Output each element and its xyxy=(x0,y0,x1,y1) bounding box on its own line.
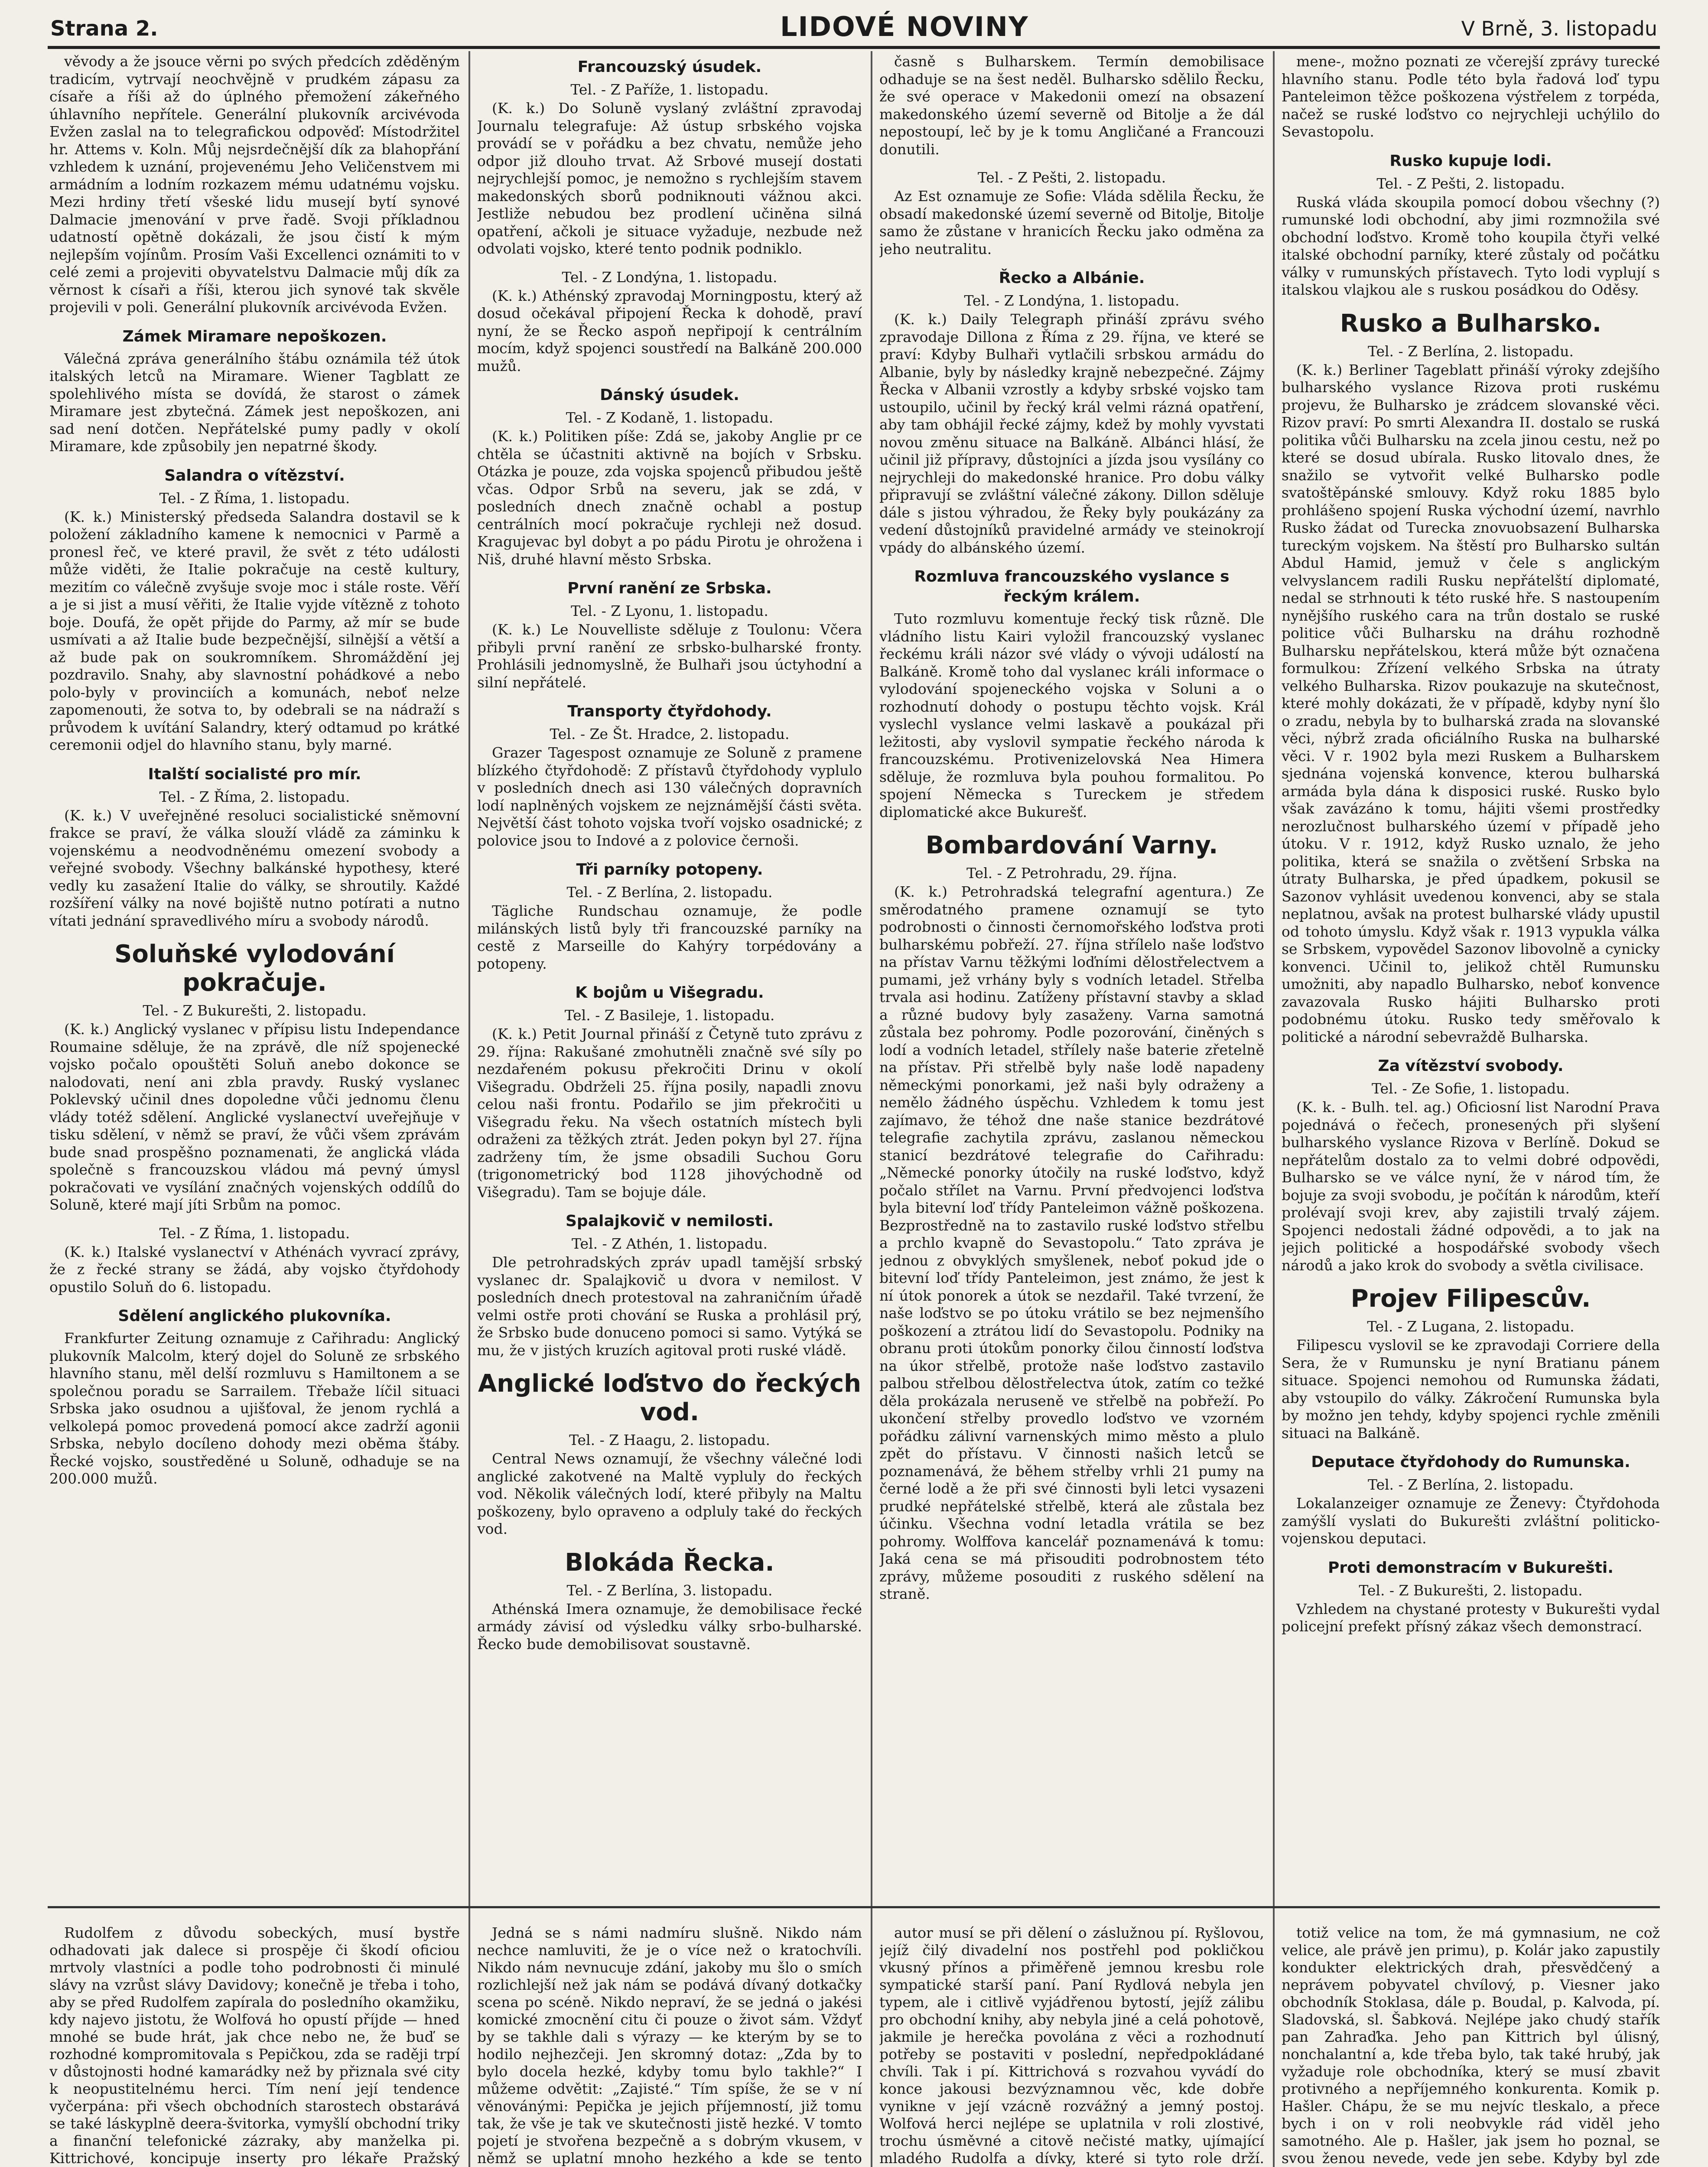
article-body: Frankfurter Zeitung oznamuje z Cařihradu: Anglický plukovník Malcolm, který dojel do Soluně ze srbského hlavního stanu, měl delší rozmluvu s Hamiltonem a se společnou poradu se Sarrailem. Třebaže líčil situaci Srbska jako osudnou a ujišťoval, že jenom rychlá a velkolepá pomoc provedená pomocí akce zadrží agonii Srbska, nebylo docíleno dohody mezi oběma štáby. Řecké vojsko, soustředěné u Soluně, odhaduje se na 200.000 mužů. xyxy=(49,1330,460,1487)
dateline: Tel. - Z Bukurešti, 2. listopadu. xyxy=(1359,1581,1583,1599)
article-headline: Dánský úsudek. xyxy=(600,386,739,404)
article xyxy=(1282,1452,1660,1548)
feuilleton-text: totiž velice na tom, že má gymnasium, ne což velice, ale právě jen primu), p. Kolár jako zapustily kondukter elektrických drah, přesvědčený a neprávem pobyvatel chvílový, p. Viesner jako obchodník Stoklasa, dále p. Boudal, p. Kalvoda, pí. Sladovská, sl. Šabková. Nejlépe jako chudý stařík pan Zahraďka. Jeho pan Kittrich byl úlisný, nonchalantní a, kde třeba bylo, tak také hrubý, jak vyžaduje role obchodníka, který se musí zbavit protivného a nepříjemného konkurenta. Komik p. Hašler. Chápu, že se mu nejvíc tleskalo, a přece bych i on v roli neobvykle rád viděl jeho samotného. Ale p. Hašler, jak jsem ho poznal, se svou ženou nevede, vede jen sebe. Kdyby byl zde xyxy=(1282,1924,1660,2167)
dateline: Tel. - Z Berlína, 2. listopadu. xyxy=(566,884,773,901)
article-body: věvody a že jsouce věrni po svých předcích zděděným tradicím, vytrvají neochvějně v prudkém zápasu za císaře a říši až do úplného přemožení zákeřného úhlavního nepřítele. Generální plukovník arcivévoda Evžen zaslal na to telegrafickou odpověď: Místodržitel hr. Attems v. Koln. Můj nejsrdečnější dík za blahopřání vzhledem k uznání, projevenému Jeho Veličenstvem mi armádním a lodním rozkazem mému udatnému vojsku. Mezi hrdiny třetí všeské lidu musejí bytí synové Dalmacie jmenování v prve řadě. Svoji příkladnou udatností opětně dokázali, že jsou čistí k mým nejlepším vojínům. Prosím Vaši Excellenci oznámiti to v celé zemi a projeviti obyvatelstvu Dalmacie můj dík za věrnost k císaři a říši, kterou jich synové tak skvěle projevili v poli. Generální plukovník arcivévoda Evžen. xyxy=(49,53,460,316)
article xyxy=(879,268,1264,556)
article xyxy=(477,702,862,849)
article-headline: Řecko a Albánie. xyxy=(999,269,1145,287)
article xyxy=(477,860,862,973)
dateline: Tel. - Z Říma, 1. listopadu. xyxy=(159,1224,350,1242)
dateline: Tel. - Ze Sofie, 1. listopadu. xyxy=(1372,1080,1570,1097)
article-headline: K bojům u Višegradu. xyxy=(575,984,764,1002)
article-body: (K. k.) Petrohradská telegrafní agentura.) Ze směrodatného pramene oznamují se tyto podrobnosti o činnosti černomořského loďstva proti bulharskému pobřeží. 27. října střílelo naše loďstvo na přístav Varnu těžkými loďními dělostřelectvem a pumami, jež vrhány byly s vodních letadel. Střelba trvala asi hodinu. Zatíženy přístavní stavby a sklad a různé budovy byly zasaženy. Varna samotná zůstala bez pohromy. Podle pozorování, činěných s lodí a vodních letadel, střílely naše baterie zřetelně na přístav. Při střelbě byly naše lodě napadeny německými ponorkami, jež naši byly odraženy a nemělo žádného úspěchu. Vzhledem k tomu jest zajímavo, že téhož dne naše stanice bezdrátové telegrafie zachytila zprávu, zaslanou německou stanicí bezdrátové telegrafie do Cařihradu: „Německé ponorky útočily na ruské loďstvo, když počalo střílet na Varnu. První předvojenci loďstva byla bitevní loď třídy Panteleimon vážně poškozena. Bezprostředně na to zastavilo ruské loďstvo střelbu a prchlo kvapně do Sevastopolu.“ Tato zpráva je jednou z obvyklých smyšlenek, neboť pokud jde o bitevní loď třídy Panteleimon, jest známo, že jest k ní útok ponorek a útok se nezdařil. Také tvrzení, že naše loďstvo se po útoku vrátilo se bez nejmenšího poškození a ztrátou lidí do Sevastopolu. Podniky na obranu proti útokům ponorky čilou činností loďstva na úkor střelbě, protože naše loďstvo zastavilo palbou střelbou dělostřelectva útok, zatím co težké děla prokázala neruseně ve střelbě na pobřeží. Po ukončení střelby provedlo loďstvo ve vzorném pořádku zálivní varnenských mimo město a plulo zpět do přístavu. V činnosti našich letců se poznamenává, že během střelby vrhli 21 pumy na černé lodě a že při své činnosti byli letci vysazeni prudké nepřátelské střelbě, která ale zůstala bez účinku. Všechna vodní letadla vrátila se bez pohromy. Wolffova kancelář poznamenává k tomu: Jaká cena se má přisouditi podrobnostem této zprávy, můžeme posouditi z ruského sdělení na straně. xyxy=(879,883,1264,1602)
dateline: Tel. - Z Lyonu, 1. listopadu. xyxy=(571,602,768,619)
dateline: Tel. - Z Pešti, 2. listopadu. xyxy=(1376,175,1565,192)
dateline: Tel. - Z Paříže, 1. listopadu. xyxy=(570,81,769,98)
newspaper-title: LIDOVÉ NOVINY xyxy=(780,11,1029,42)
article-headline: Spalajkovič v nemilosti. xyxy=(566,1212,774,1230)
major-headline: Blokáda Řecka. xyxy=(565,1548,774,1577)
article-body: Tägliche Rundschau oznamuje, že podle milánských listů byly tři francouzské parníky na cestě z Marseille do Kahýry torpédovány a potopeny. xyxy=(477,902,862,972)
article-body: (K. k.) Athénský zpravodaj Morningpostu, který až dosud očekával připojení Řecka k dohodě, praví nyní, že se Řecko aspoň nepřipojí k centrálním mocím, když spojenci soustředí na Balkáně 200.000 mužů. xyxy=(477,287,862,374)
article-body: Filipescu vyslovil se ke zpravodaji Corriere della Sera, že v Rumunsku je nyní Bratianu pánem situace. Spojenci nemohou od Rumunska žádati, aby vstoupilo do války. Zákročení Rumunska byla by možno jen tehdy, kdyby spojenci rychle změnili situaci na Balkáně. xyxy=(1282,1337,1660,1441)
article-body: (K. k.) Do Soluně vyslaný zvláštní zpravodaj Journalu telegrafuje: Až ústup srbského vojska provádí se v pořádku a bez chvatu, nemůže jeho odpor již dlouho trvat. Až Srbové musejí dostati nejrychlejší pomoc, je nemožno s rychlejším stavem makedonských sborů podniknouti vážnou akci. Jestliže nebudou bez prodlení učiněna silná opatření, ačkoli je situace vyžaduje, nezbude než odvolati vojsko, které tento podnik podniklo. xyxy=(477,100,862,257)
column-rule xyxy=(1273,51,1275,2167)
article xyxy=(1282,309,1660,1046)
place-and-date: V Brně, 3. listopadu xyxy=(1461,17,1657,40)
article-body: (K. k. - Bulh. tel. ag.) Oficiosní list Narodní Prava pojednává o řečech, pronesených při slyšení bulharského vyslance Rizova v Berlíně. Dokud se nepřátelům dostalo za to velmi dobré odpovědi, Bulharsko se ve válce nyní, že v národ tím, že bojuje za svoji svobodu, je počítán k národům, kteří prolévají svoji krev, aby zajistili trvalý zájem. Spojenci nedostali žádné odpovědi, a to jak na jejich politické a hospodářské svobody všech národů a jako krok do svobody a světla civilisace. xyxy=(1282,1099,1660,1274)
major-headline: Soluňské vylodování pokračuje. xyxy=(114,940,395,997)
article-headline: První ranění ze Srbska. xyxy=(567,579,772,597)
article xyxy=(477,1370,862,1538)
major-headline: Anglické loďstvo do řeckých vod. xyxy=(478,1370,862,1426)
article-body: (K. k.) V uveřejněné resoluci socialistické sněmovní frakce se praví, že válka slouží vládě za záminku k vojenskému a neodvodněnému omezení svobody a veřejné svobody. Všechny balkánské hypothesy, které vedly ku zasažení Italie do války, se shroutily. Každé rozšíření války na nové bojiště nutno potírati a nutno vítati jednání spravedlivého míru a svobody národů. xyxy=(49,807,460,929)
feuilleton-divider xyxy=(48,1906,1660,1908)
article xyxy=(49,327,460,456)
masthead xyxy=(48,6,1660,49)
article xyxy=(879,831,1264,1603)
article xyxy=(477,1211,862,1359)
news-column-1 xyxy=(49,53,460,1903)
article-body: (K. k.) Berliner Tageblatt přináší výroky zdejšího bulharského vyslance Rizova proti ruskému projevu, že Bulharsko je zrádcem slovanské věci. Rizov praví: Po smrti Alexandra II. dostalo se ruská politika vůči Bulharsku na zcela jinou cestu, než po které se dosud ubírala. Rusko litovalo dnes, že snažilo se vytvořit velké Bulharsko podle svatoštěpánské smlouvy. Když roku 1885 bylo prohlášeno spojení Ruska východní území, navrhlo Rusko žádat od Turecka znovuobsazení Bulharska tureckým vojskem. Na štěstí pro Bulharsko sultán Abdul Hamid, jemuž v čele s anglickým velvyslancem radili Rusku nepřátelští diplomaté, nedal se strhnouti k této ruské hře. S nastoupením nynějšího ruského cara na trůn dostalo se ruské politice vůči Bulharsku na dráhu rozhodně Bulharsku nepřátelskou, která může být označena formulkou: Zřízení velkého Srbska na útraty velkého Bulharska. Rizov poukazuje na skutečnost, které mohly dokázati, že v případě, kdyby nyní šlo o zradu, nebyla by to bulharská zrada na slovanské věci, nýbrž zrada oficiálního Ruska na bulharské věci. V r. 1902 byla mezi Ruskem a Bulharskem sjednána vojenská konvence, kterou bulharská armáda byla dána k disposici ruské. Rusko bylo však zavázáno k tomu, hájiti všemi prostředky nerozlučnost bulharského území v případě jeho útoku. V r. 1912, když Rusko uznalo, že jeho politika, která se snažila o zvětšení Srbska na útraty Bulharska, je před úpadkem, pokusil se Sazonov vyhlásit uvedenou konvenci, aby se stala neplatnou, avšak na protest bulharské vlády upustil od tohoto úmyslu. Když však r. 1913 vypukla válka se Srbskem, vypovědel Sazonov libovolně a cynicky konvenci. Učinil to, jelikož chtěl Rumunsku umožniti, aby napadlo Bulharsko, neboť konvence zavazovala Rusko hájiti Bulharsko proti podobnému útoku. Rusko tedy směřovalo k politické a národní sebevraždě Bulharska. xyxy=(1282,361,1660,1045)
article xyxy=(477,57,862,258)
news-column-2 xyxy=(477,53,862,1903)
article-body: Athénská Imera oznamuje, že demobilisace řecké armády závisí od výsledku války srbo-bulharské. Řecko bude demobilisovat soustavně. xyxy=(477,1600,862,1653)
dateline: Tel. - Z Říma, 1. listopadu. xyxy=(159,489,350,507)
article-body: (K. k.) Italské vyslanectví v Athénách vyvrací zprávy, že z řecké strany se žádá, aby vojsko čtyřdohody opustilo Soluň do 6. listopadu. xyxy=(49,1243,460,1295)
article-body: časně s Bulharskem. Termín demobilisace odhaduje se na šest neděl. Bulharsko sdělilo Řecku, že své operace v Makedonii omezí na obsazení makedonského území severně od Bitolje a že dál nepostoupí, leč by je k tomu Angličané a Francouzi donutili. xyxy=(879,53,1264,158)
article-headline: Sdělení anglického plukovníka. xyxy=(118,1307,391,1325)
dateline: Tel. - Z Bukurešti, 2. listopadu. xyxy=(143,1002,367,1019)
feuilleton-text: Rudolfem z důvodu sobeckých, musí bystře odhadovati jak dalece si prospěje či škodí oficiou mrtvoly vlastníci a podle toho podrobnosti či minulé slávy na vzrůst slávy Davidovy; konečně je třeba i toho, aby se před Rudolfem zapírala do posledního okamžiku, kdy najevo jistotu, že Wolfová ho opustí příjde — hned mnohé se bude hrát, jak chce nebo ne, že buď se rozhodné kompromitovala s Pepičkou, zda se raději trpí v důstojnosti hodné kamarádky než by přiznala své city k neopustitelnému herci. Tím není její tendence vyčerpána: při všech obchodních starostech obstarává se také láskyplně deera-švitorka, vymyšlí obchodní triky a finanční telefonické zázraky, aby manželka pi. Kittrichové, koncipuje inserty pro lékaře Pražský xyxy=(49,1924,460,2167)
article-body: mene-, možno poznati ze včerejší zprávy turecké hlavního stanu. Podle této byla řadová loď typu Panteleimon těžce poškozena výstřelem z torpéda, načež se ruské loďstvo co nejrychleji uchýlilo do Sevastopolu. xyxy=(1282,53,1660,140)
article xyxy=(49,1224,460,1296)
page-number: Strana 2. xyxy=(50,16,158,41)
article xyxy=(1282,1285,1660,1442)
article-body: Válečná zpráva generálního štábu oznámila též útok italských letců na Miramare. Wiener Tagblatt ze spolehlivého místa se dovídá, že starost o zámek Miramare jest zbytečná. Zámek jest nepoškozen, ani sad není dotčen. Nepřátelské pumy padly v okolí Miramare, kde způsobily jen nepatrné škody. xyxy=(49,350,460,455)
dateline: Tel. - Z Berlína, 2. listopadu. xyxy=(1368,1476,1574,1493)
dateline: Tel. - Z Kodaně, 1. listopadu. xyxy=(566,409,774,426)
dateline: Tel. - Z Athén, 1. listopadu. xyxy=(572,1235,768,1252)
news-column-3 xyxy=(879,53,1264,1903)
article-headline: Salandra o vítězství. xyxy=(164,466,345,485)
article-body: Central News oznamují, že všechny válečné lodi anglické zakotvené na Maltě vypluly do řeckých vod. Několik válečných lodí, které přibyly na Maltu poškozeny, bylo opraveno a odpluly také do řeckých vod. xyxy=(477,1450,862,1537)
feuilleton-text: Jedná se s námi nadmíru slušně. Nikdo nám nechce namluviti, že je o více než o kratochvíli. Nikdo nám nevnucuje zdání, jakoby mu šlo o smích rozlichlejší než jak nám se podává dívaný dotkačky scena po scéně. Nikdo nepraví, že se jedná o jakési komické zmocnění citu či pouze o život sám. Vždyť by se takhle dali s výrazy — ke kterým by se to hodilo nejhezčeji. Jen skromný dotaz: „Zda by to bylo docela hezké, kdyby tomu bylo takhle?“ I můžeme odvětit: „Zajisté.“ Tím spíše, že se v ní věnovánými: Pepička je jejich příjemností, již tomu tak, že vše je tak ve skutečnosti jistě hezké. V tomto pojetí je stvořena bezpečně a s dobrým vkusem, v němž se uplatní mnoho hezkého a kde se tento xyxy=(477,1924,862,2167)
dateline: Tel. - Z Petrohradu, 29. října. xyxy=(966,865,1177,882)
article xyxy=(477,579,862,691)
article-headline: Deputace čtyřdohody do Rumunska. xyxy=(1311,1453,1630,1471)
feuilleton-column-3 xyxy=(879,1924,1264,2167)
article-headline: Za vítězství svobody. xyxy=(1378,1057,1564,1075)
dateline: Tel. - Z Berlína, 3. listopadu. xyxy=(566,1581,773,1599)
column-rule xyxy=(871,51,872,2167)
article xyxy=(1282,1558,1660,1636)
article-body: Lokalanzeiger oznamuje ze Ženevy: Čtyřdohoda zamýšlí vyslati do Bukurešti zvláštní politicko-vojenskou deputaci. xyxy=(1282,1495,1660,1547)
article-body: (K. k.) Le Nouvelliste sděluje z Toulonu: Včera přibyli první ranění ze srbsko-bulharské fronty. Prohlásili jednomyslně, že Bulhaři jsou úctyhodní a silní nepřátelé. xyxy=(477,621,862,691)
dateline: Tel. - Z Lugana, 2. listopadu. xyxy=(1367,1318,1575,1335)
article-headline: Proti demonstracím v Bukurešti. xyxy=(1328,1559,1614,1577)
article-body: (K. k.) Daily Telegraph přináší zprávu svého zpravodaje Dillona z Říma z 29. října, ve které se praví: Kdyby Bulhaři vytlačili srbskou armádu do Albanie, byly by následky krajně nebezpečné. Zájmy Řecka v Albanii vzrostly a kdyby srbské vojsko tam ustoupilo, učinil by řecký král velmi rázná opatření, aby tam obhájil řecké zájmy, kdež by mohly vyvstati novou změnu situace na Balkáně. Albánci hlásí, že učinil již přípravy, důstojníci a jízda jsou vysílány co nejrychleji do makedonské hranice. Pro dobu války připravují se zvláštní válečné zákony. Dillon sděluje dále s jistou výhradou, že Řeky byly poukázány za vedení důstojníků pravidelné armády ve steinokrojí vpády do albánského území. xyxy=(879,311,1264,556)
article-body: Tuto rozmluvu komentuje řecký tisk různě. Dle vládního listu Kairi vyložil francouzský vyslanec řeckému králi názor své vlády o vývoji událostí na Balkáně. Kromě toho dal vyslanec králi informace o vylodování spojeneckého vojska v Soluni a o rozhodnutí dohody o postupu těchto vojsk. Král vyslechl vyslance velmi laskavě a poukázal při ležitosti, aby vyslovil sympatie řeckého národa k francouzskému. Protivenizelovská Nea Himera sděluje, že rozmluva byla pouhou formalitou. Po spojení Německa s Tureckem je středem diplomatické akce Bukurešť. xyxy=(879,610,1264,820)
article xyxy=(477,385,862,568)
article xyxy=(879,567,1264,821)
article-headline: Italští socialisté pro mír. xyxy=(148,765,361,783)
article-body: (K. k.) Ministerský předseda Salandra dostavil se k položení základního kamene k nemocnici v Parmě a pronesl řeč, ve které pravil, že svět z této události může viděti, že Italie pokračuje na cestě kultury, mezitím co válečně zvyšuje svoje moc i stále roste. Věří a je si jist a musí věřiti, že Italie vyjde vítězně z tohoto boje. Doufá, že opět přijde do Parmy, až mír se bude usmívati a až Italie bude bezpečnější, silnější a větší a až bude pak on soukromníkem. Shromáždění jej pozdravilo. Snahy, aby slavnostní pohádkové a nebo polo-byly v provinciích a komunách, neboť nelze zapomenouti, že sotva to, by odebrali se na nádraží s průvodem k uvítání Salandry, který odtamud po krátké ceremonii odjel do hlavního stanu, byly marné. xyxy=(49,508,460,753)
article-headline: Rusko kupuje lodi. xyxy=(1389,152,1552,170)
feuilleton-column-1 xyxy=(49,1924,460,2167)
dateline: Tel. - Z Pešti, 2. listopadu. xyxy=(977,169,1166,186)
dateline: Tel. - Z Basileje, 1. listopadu. xyxy=(564,1007,775,1024)
dateline: Tel. - Z Londýna, 1. listopadu. xyxy=(562,268,778,286)
news-column-4 xyxy=(1282,53,1660,1903)
article xyxy=(477,268,862,375)
dateline: Tel. - Z Londýna, 1. listopadu. xyxy=(964,292,1180,309)
article-body: Dle petrohradských zpráv upadl tamější srbský vyslanec dr. Spalajkovič u dvora v nemilost. V posledních dnech protestoval na zahraničním úřadě velmi ostře proti chování se Ruska a prohlásil prý, že Srbsko bude donuceno pomoci si samo. Vytýká se mu, že v jistých kruzích agitoval proti ruské vládě. xyxy=(477,1254,862,1359)
article xyxy=(879,169,1264,258)
dateline: Tel. - Ze Št. Hradce, 2. listopadu. xyxy=(550,726,790,742)
feuilleton-column-4 xyxy=(1282,1924,1660,2167)
article xyxy=(477,983,862,1201)
article xyxy=(1282,53,1660,141)
article xyxy=(49,765,460,930)
article xyxy=(1282,151,1660,299)
feuilleton-column-2 xyxy=(477,1924,862,2167)
article xyxy=(49,53,460,316)
article xyxy=(477,1549,862,1653)
major-headline: Rusko a Bulharsko. xyxy=(1340,309,1602,338)
article xyxy=(879,53,1264,158)
dateline: Tel. - Z Říma, 2. listopadu. xyxy=(159,788,350,805)
feuilleton-text: autor musí se při dělení o záslužnou pí. Ryšlovou, jejíž čilý divadelní nos postřehl pod pokličkou vkusný přínos a přiměřeně jemnou kresbu role sympatické starší paní. Paní Rydlová nebyla jen typem, ale i citlivě vyjádřenou bytostí, jejíž zálibu pro obchodní knihy, aby nebyla jiné a celá pohotově, jakmile je herečka povolána z věci a rozhodnutí potřeby se postaviti v poslední, nepředpokládané chvíli. Tak i pí. Kittrichová s rozvahou vyvádí do konce jakousi bezvýznamnou věc, kde dobře vynikne v její vzácně rozvážný a jemný postoj. Wolfová herci nejlépe se uplatnila v roli zlostivé, trochu úsměvné a citově nečisté matky, ujímající mladého Rudolfa a dívky, které si tyto role drží. xyxy=(879,1924,1264,2167)
major-headline: Bombardování Varny. xyxy=(925,831,1218,859)
article-headline: Tři parníky potopeny. xyxy=(576,861,763,879)
article-headline: Rozmluva francouzského vyslance s řeckým králem. xyxy=(914,568,1230,605)
article xyxy=(49,466,460,754)
article-body: (K. k.) Politiken píše: Zdá se, jakoby Anglie pr ce chtěla se účastniti aktivně na bojích v Srbsku. Otázka je pouze, zda vojska spojenců přibudou ještě včas. Odpor Srbů na severu, jak se zdá, v posledních dnech značně ochabl a postup centrálních mocí pokračuje rychleji než dosud. Kragujevac byl dobyt a po pádu Pirotu je ohrožena i Niš, druhé hlavní město Srbska. xyxy=(477,428,862,568)
article-headline: Francouzský úsudek. xyxy=(577,58,762,76)
dateline: Tel. - Z Berlína, 2. listopadu. xyxy=(1368,342,1574,360)
dateline: Tel. - Z Haagu, 2. listopadu. xyxy=(569,1432,770,1448)
article-body: Az Est oznamuje ze Sofie: Vláda sdělila Řecku, že obsadí makedonské území severně od Bitolje, Bitolje samo že zůstane v hranicích Řecku jako odměna za jeho neutralitu. xyxy=(879,188,1264,257)
article-body: (K. k.) Anglický vyslanec v přípisu listu Independance Roumaine sděluje, že na zprávě, dle níž spojenecké vojsko počalo opouštěti Soluň anebo dokonce se nalodovati, není ani zbla pravdy. Ruský vyslanec Poklevský učinil dnes dopoledne vůči jednomu členu vlády totéž sdělení. Anglické vyslanectví uveřejňuje v tisku sdělení, v němž se praví, že vůči všem zprávám bude snad prospěšno poznamenati, že anglická vláda společně s francouzskou vládou má pevný úmysl pokračovati ve vysílání značných vojenských oddílů do Soluně, které mají jíti Srbům na pomoc. xyxy=(49,1021,460,1213)
major-headline: Projev Filipescův. xyxy=(1350,1285,1591,1313)
column-rule xyxy=(468,51,470,2167)
article-body: (K. k.) Petit Journal přináší z Četyně tuto zprávu z 29. října: Rakušané zmohutněli značně své síly po nezdařeném pokusu překročiti Drinu v okolí Višegradu. Obdrželi 25. října posily, napadli znovu celou naši frontu. Podařilo se jim překročiti u Višegradu řeku. Na všech ostatních místech byli odraženi za těžkých ztrát. Jeden pokyn byl 27. října zadrženy tím, že jsme obsadili Suchou Goru (trigonometrický bod 1128 jihovýchodně od Višegradu). Tam se bojuje dále. xyxy=(477,1025,862,1201)
article xyxy=(1282,1056,1660,1274)
article-headline: Zámek Miramare nepoškozen. xyxy=(122,327,387,345)
article-body: Grazer Tagespost oznamuje ze Soluně z pramene blízkého čtyřdohodě: Z přístavů čtyřdohody vyplulo v posledních dnech asi 130 válečných dopravních lodí naplněných vojskem ze nejznámější části světa. Největší část tohoto vojska tvoří vojsko osadnické; z polovice jsou to Indové a z polovice černoši. xyxy=(477,744,862,849)
article xyxy=(49,1306,460,1488)
article xyxy=(49,940,460,1214)
article-body: Ruská vláda skoupila pomocí dobou všechny (?) rumunské lodi obchodní, aby jimi rozmnožila své obchodní loďstvo. Kromě toho koupila čtyři velké italské obchodní parníky, které zůstaly od počátku války v rumunských přístavech. Tyto lodi vyplují s italskou vlajkou ale s ruskou posádkou do Oděsy. xyxy=(1282,193,1660,298)
article-headline: Transporty čtyřdohody. xyxy=(567,703,772,720)
article-body: Vzhledem na chystané protesty v Bukurešti vydal policejní prefekt přísný zákaz všech demonstrací. xyxy=(1282,1600,1660,1635)
